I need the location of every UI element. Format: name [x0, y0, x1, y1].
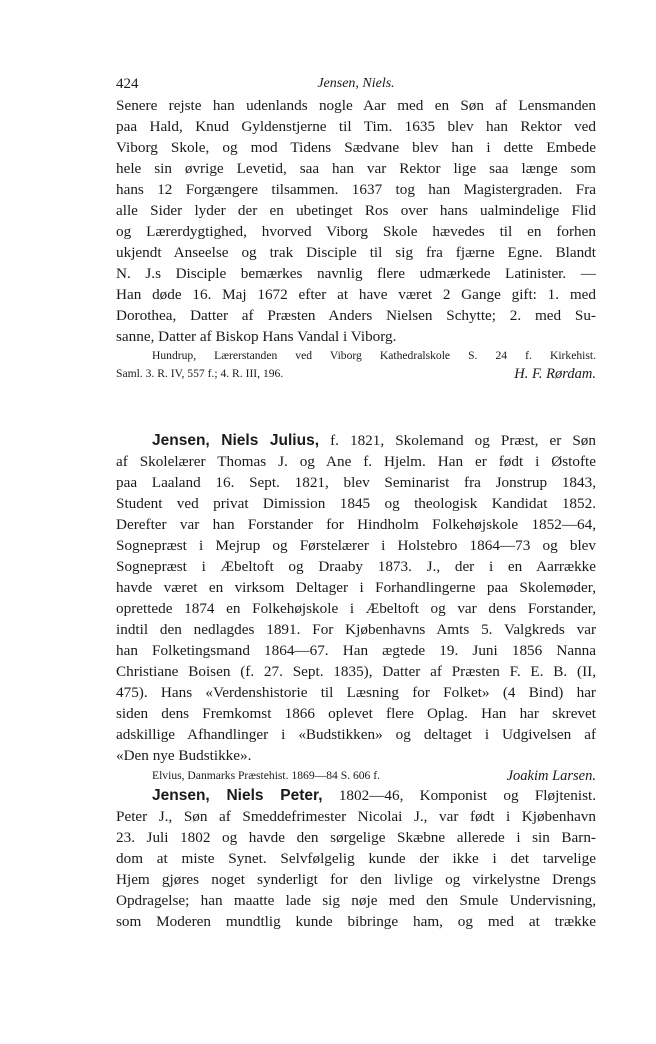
text-line: N. J.s Disciple bemærkes navnlig flere udmærkede Latinister. —	[116, 265, 596, 282]
text-line: Senere rejste han udenlands nogle Aar med en Søn af Lensmanden	[116, 97, 596, 114]
text-line: 475). Hans «Verdenshistorie til Læsning for Folket» (4 Bind) har	[116, 684, 596, 701]
text-line: Sognepræst i Mejrup og Førstelærer i Holstebro 1864—73 og blev	[116, 537, 596, 554]
source-signature-row	[116, 364, 596, 384]
text-line: af Skolelærer Thomas J. og Ane f. Hjelm. Han er født i Østofte	[116, 453, 596, 470]
text-line: ukjendt Anseelse og trak Disciple til sig fra fjærne Egne. Blandt	[116, 244, 596, 261]
text-line: «Den nye Budstikke».	[116, 747, 252, 764]
entry-niels-peter	[116, 785, 596, 932]
source-reference: Saml. 3. R. IV, 557 f.; 4. R. III, 196.	[116, 367, 284, 380]
text-line: oprettede 1874 en Folkehøjskole i Æbeltoft og var dens Forstander,	[116, 600, 596, 617]
text-line: dom at miste Synet. Selvfølgelig kunde der ikke i det tarvelige	[116, 850, 596, 867]
entry-niels-continued	[116, 95, 596, 384]
text-line: paa Laaland 16. Sept. 1821, blev Seminarist fra Jonstrup 1843,	[116, 474, 596, 491]
text-line: sanne, Datter af Biskop Hans Vandal i Viborg.	[116, 328, 397, 345]
text-line: og Lærerdygtighed, hvorved Viborg Skole hævedes til en forhen	[116, 223, 596, 240]
page-number: 424	[116, 76, 139, 92]
text-line: hans 12 Forgængere tilsammen. 1637 tog han Magistergraden. Fra	[116, 181, 596, 198]
author-signature: Joakim Larsen.	[506, 768, 596, 784]
entry-first-line-text: 1802—46, Komponist og Fløjtenist.	[338, 787, 596, 804]
author-signature: H. F. Rørdam.	[514, 366, 596, 382]
text-line: alle Sider lyder der en ubetinget Ros over hans ualmindelige Flid	[116, 202, 596, 219]
text-line: Christiane Boisen (f. 27. Sept. 1835), Datter af Præsten F. E. B. (II,	[116, 663, 596, 680]
text-line: Derefter var han Forstander for Hindholm Folkehøjskole 1852—64,	[116, 516, 596, 533]
text-line: Student ved privat Dimission 1845 og theologisk Kandidat 1852.	[116, 495, 596, 512]
text-line: indtil den nedlagdes 1891. For Kjøbenhavns Amts 5. Valgkreds var	[116, 621, 596, 638]
entry-first-line	[116, 785, 596, 806]
text-line: som Moderen mundtlig kunde bibringe ham, og med at trække	[116, 913, 596, 930]
running-head: Jensen, Niels.	[317, 76, 395, 91]
text-line: havde været en virksom Deltager i Forhandlingerne paa Skolemøder,	[116, 579, 596, 596]
entry-first-line-text: f. 1821, Skolemand og Præst, er Søn	[330, 432, 596, 449]
source-reference: Hundrup, Lærerstanden ved Viborg Kathedralskole S. 24 f. Kirkehist.	[152, 349, 596, 362]
entry-headword: Jensen, Niels Julius,	[152, 432, 320, 449]
text-line: 23. Juli 1802 og havde den sørgelige Skæbne allerede i sin Barn-	[116, 829, 596, 846]
text-line: Dorothea, Datter af Præsten Anders Nielsen Schytte; 2. med Su-	[116, 307, 596, 324]
text-line: Han døde 16. Maj 1672 efter at have været 2 Gange gift: 1. med	[116, 286, 596, 303]
page-header	[116, 76, 596, 96]
entry-niels-julius	[116, 430, 596, 786]
text-line: Opdragelse; han maatte lade sig nøje med den Smule Undervisning,	[116, 892, 596, 909]
text-line: Hjem gjøres noget synderligt for den livlige og virkelystne Drengs	[116, 871, 596, 888]
text-line: paa Hald, Knud Gyldenstjerne til Tim. 1635 blev han Rektor ved	[116, 118, 596, 135]
entry-headword: Jensen, Niels Peter,	[152, 787, 323, 804]
text-line: han Folketingsmand 1864—67. Han ægtede 19. Juni 1856 Nanna	[116, 642, 596, 659]
source-reference: Elvius, Danmarks Præstehist. 1869—84 S. 606 f.	[152, 769, 381, 782]
text-line: siden dens Fremkomst 1866 oplevet flere Oplag. Han har skrevet	[116, 705, 596, 722]
text-line: Viborg Skole, og mod Tidens Sædvane blev han i dette Embede	[116, 139, 596, 156]
text-line: adskillige Afhandlinger i «Budstikken» og deltaget i Udgivelsen af	[116, 726, 596, 743]
text-line: hele sin øvrige Levetid, saa han var Rektor lige saa længe som	[116, 160, 596, 177]
entry-first-line	[116, 430, 596, 451]
text-line: Sognepræst i Æbeltoft og Draaby 1873. J., der i en Aarrække	[116, 558, 596, 575]
text-line: Peter J., Søn af Smeddefrimester Nicolai J., var født i Kjøbenhavn	[116, 808, 596, 825]
source-signature-row	[116, 766, 596, 786]
